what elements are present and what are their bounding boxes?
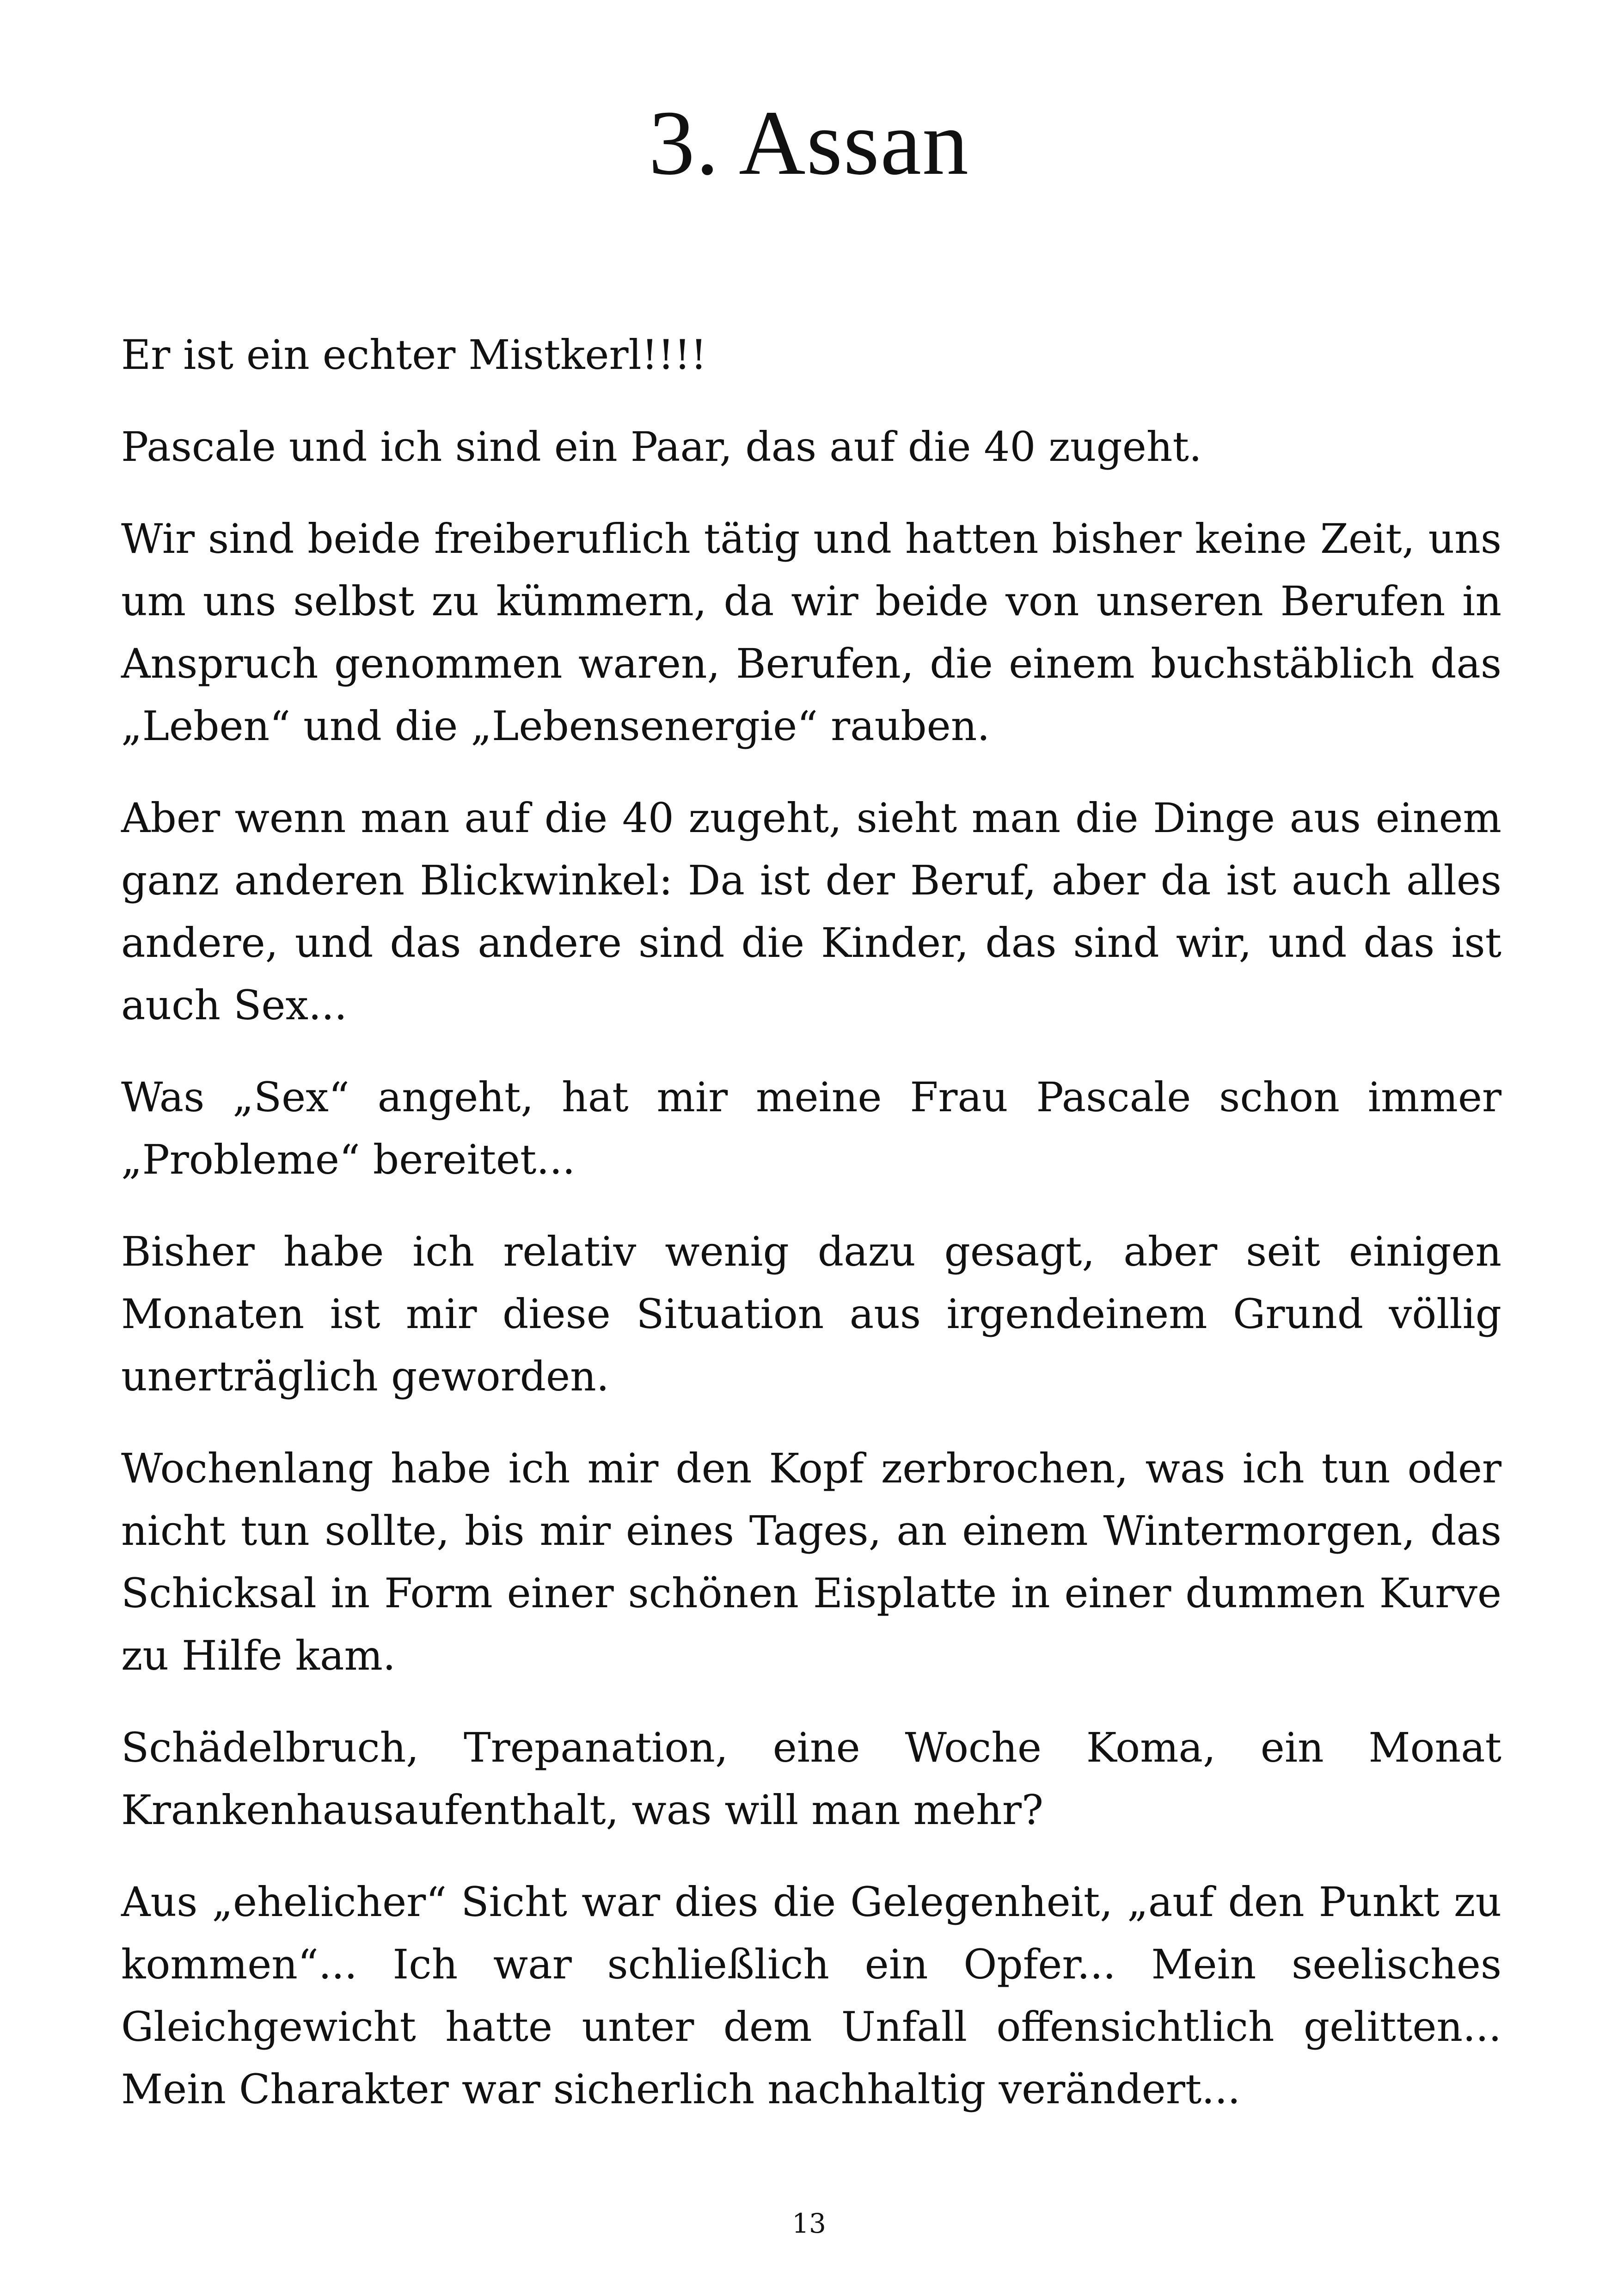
- paragraph: Bisher habe ich relativ wenig dazu gesagt, aber seit einigen Monaten ist mir diese Situation aus irgendeinem Grund völlig unerträglich geworden.: [121, 1228, 1502, 1400]
- paragraph: Pascale und ich sind ein Paar, das auf die 40 zugeht.: [121, 423, 1202, 471]
- page-number: 13: [792, 2208, 826, 2239]
- paragraph: Aus „ehelicher“ Sicht war dies die Gelegenheit, „auf den Punkt zu kommen“... Ich war schließlich ein Opfer... Mein seelisches Gleichgewicht hatte unter dem Unfall offensichtlich gelitten... Mein Charakter war sicherlich nachhaltig verändert...: [121, 1878, 1502, 2113]
- paragraph: Er ist ein echter Mistkerl!!!!: [121, 331, 707, 379]
- paragraph: Aber wenn man auf die 40 zugeht, sieht man die Dinge aus einem ganz anderen Blickwinkel: Da ist der Beruf, aber da ist auch alles andere, und das andere sind die Kinder, das sind wir, und das ist auch Sex...: [121, 794, 1502, 1029]
- chapter-body: [121, 324, 1502, 2150]
- paragraph: Schädelbruch, Trepanation, eine Woche Koma, ein Monat Krankenhausaufenthalt, was will man mehr?: [121, 1724, 1502, 1834]
- paragraph: Wochenlang habe ich mir den Kopf zerbrochen, was ich tun oder nicht tun sollte, bis mir eines Tages, an einem Wintermorgen, das Schicksal in Form einer schönen Eisplatte in einer dummen Kurve zu Hilfe kam.: [121, 1445, 1502, 1679]
- chapter-title: 3. Assan: [649, 92, 969, 194]
- paragraph: Wir sind beide freiberuflich tätig und hatten bisher keine Zeit, uns um uns selbst zu kümmern, da wir beide von unseren Berufen in Anspruch genommen waren, Berufen, die einem buchstäblich das „Leben“ und die „Lebensenergie“ rauben.: [121, 515, 1502, 750]
- paragraph: Was „Sex“ angeht, hat mir meine Frau Pascale schon immer „Probleme“ bereitet...: [121, 1073, 1502, 1183]
